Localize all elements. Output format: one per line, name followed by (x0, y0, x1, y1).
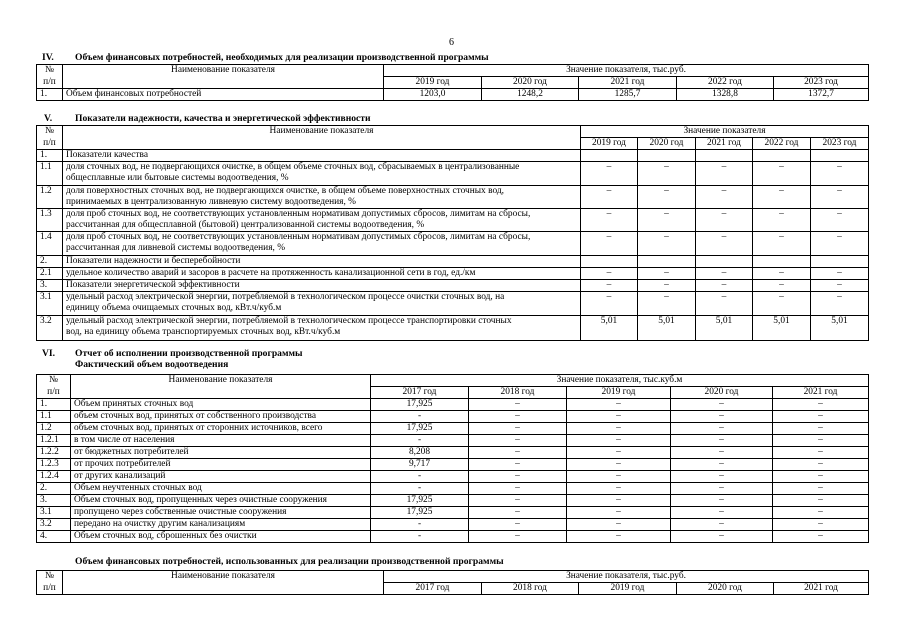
column-header-number: № (37, 126, 63, 138)
row-value: – (753, 162, 811, 186)
row-value: 17,925 (371, 495, 469, 507)
row-name: передано на очистку другим канализациям (71, 519, 371, 531)
row-value: – (671, 411, 773, 423)
row-name-line: доля проб сточных вод, не соответствующих установленным нормативам допустимых сбросов, лимитам на сбросы, (66, 209, 531, 219)
row-value: – (638, 292, 696, 316)
row-number: 3.1 (37, 507, 71, 519)
table-row (37, 411, 869, 423)
row-number: 3.2 (37, 519, 71, 531)
row-value: - (371, 519, 469, 531)
column-header-number: № (37, 571, 63, 583)
column-header-year: 2023 год (774, 77, 869, 89)
column-header-number-sub: п/п (37, 387, 71, 399)
column-header-year: 2019 год (567, 387, 671, 399)
header-row (37, 375, 869, 387)
section5-table (36, 125, 869, 341)
financial-used-title: Объем финансовых потребностей, использованных для реализации производственной программы (75, 556, 504, 567)
row-value: – (638, 162, 696, 186)
row-name: Показатели качества (63, 150, 581, 162)
row-value: – (753, 280, 811, 292)
row-value: 5,01 (581, 316, 638, 341)
table-row (37, 495, 869, 507)
row-value: - (371, 483, 469, 495)
column-header-name: Наименование показателя (71, 375, 371, 399)
column-header-year: 2021 год (773, 387, 869, 399)
row-name: от других канализаций (71, 471, 371, 483)
row-value: – (567, 483, 671, 495)
row-value (638, 150, 696, 162)
row-number: 3. (37, 280, 63, 292)
row-name-line: рассчитанная для общесплавной (бытовой) централизованной системы водоотведения, % (66, 220, 425, 230)
row-value: – (671, 519, 773, 531)
row-number: 1.2.3 (37, 459, 71, 471)
row-number: 1.2.1 (37, 435, 71, 447)
row-value: 1328,8 (677, 89, 774, 101)
row-name: Объем финансовых потребностей (63, 89, 384, 101)
row-value (811, 150, 869, 162)
row-value: – (696, 186, 753, 209)
row-value: – (567, 459, 671, 471)
row-value: – (469, 411, 567, 423)
column-header-year: 2023 год (811, 138, 869, 150)
column-header-value: Значение показателя, тыс.куб.м (371, 375, 869, 387)
section-vi-title: Отчет об исполнении производственной программы (75, 348, 303, 359)
row-number: 1.4 (37, 232, 63, 256)
row-number: 3.2 (37, 316, 63, 341)
row-value: 1248,2 (482, 89, 579, 101)
row-name-line: рассчитанная для ливневой системы водоотведения, % (66, 243, 286, 253)
row-value: – (671, 459, 773, 471)
row-number: 1. (37, 89, 63, 101)
section4-table (36, 64, 869, 101)
column-header-year: 2021 год (774, 583, 869, 595)
row-number: 3.1 (37, 292, 63, 316)
row-value: – (773, 399, 869, 411)
column-header-number-sub: п/п (37, 138, 63, 150)
row-value: – (567, 507, 671, 519)
row-number: 4. (37, 531, 71, 543)
row-name: удельное количество аварий и засоров в расчете на протяженность канализационной сети в год, ед./км (63, 268, 581, 280)
row-value: – (671, 423, 773, 435)
row-value: – (567, 471, 671, 483)
row-name: Объем сточных вод, сброшенных без очистки (71, 531, 371, 543)
row-value: – (753, 186, 811, 209)
row-value: – (567, 423, 671, 435)
row-value: – (671, 447, 773, 459)
column-header-year: 2019 год (384, 77, 482, 89)
table-row (37, 280, 869, 292)
row-name: Показатели энергетической эффективности (63, 280, 581, 292)
row-value: – (469, 399, 567, 411)
row-value: – (567, 447, 671, 459)
page-number: 6 (449, 37, 454, 48)
row-name: пропущено через собственные очистные сооружения (71, 507, 371, 519)
row-number: 1. (37, 150, 63, 162)
row-value: – (773, 507, 869, 519)
table-row (37, 316, 869, 341)
row-value: – (638, 186, 696, 209)
row-name (63, 232, 581, 256)
table-row (37, 399, 869, 411)
financial-used-table-container (36, 570, 869, 595)
row-value: 5,01 (753, 316, 811, 341)
row-value: – (567, 435, 671, 447)
table-row (37, 209, 869, 232)
row-value: 1372,7 (774, 89, 869, 101)
row-name (63, 162, 581, 186)
row-value: – (773, 519, 869, 531)
row-value: – (469, 495, 567, 507)
table-row (37, 232, 869, 256)
table-row (37, 519, 869, 531)
row-name: Объем сточных вод, пропущенных через очистные сооружения (71, 495, 371, 507)
row-value: – (696, 232, 753, 256)
row-value (753, 256, 811, 268)
row-value: – (469, 471, 567, 483)
row-name: в том числе от населения (71, 435, 371, 447)
column-header-name: Наименование показателя (63, 65, 384, 89)
row-value (811, 256, 869, 268)
row-value: – (671, 471, 773, 483)
section-v-table-container (36, 125, 869, 341)
row-value: – (773, 531, 869, 543)
section-iv-numeral: IV. (42, 52, 54, 63)
row-name: Объем принятых сточных вод (71, 399, 371, 411)
table-row (37, 186, 869, 209)
row-value: – (581, 232, 638, 256)
row-value: – (581, 186, 638, 209)
row-value: – (811, 268, 869, 280)
row-value: – (671, 399, 773, 411)
row-value: – (581, 292, 638, 316)
column-header-value: Значение показателя, тыс.руб. (384, 571, 869, 583)
row-name: Показатели надежности и бесперебойности (63, 256, 581, 268)
row-name: объем сточных вод, принятых от собственного производства (71, 411, 371, 423)
header-row (37, 571, 869, 583)
table-row (37, 447, 869, 459)
row-value: 17,925 (371, 507, 469, 519)
row-value (581, 150, 638, 162)
row-number: 1.2.2 (37, 447, 71, 459)
column-header-value: Значение показателя (581, 126, 869, 138)
row-value: – (469, 507, 567, 519)
row-number: 3. (37, 495, 71, 507)
table-row (37, 256, 869, 268)
row-value: – (696, 209, 753, 232)
table-row (37, 483, 869, 495)
row-value: 17,925 (371, 423, 469, 435)
column-header-year: 2022 год (677, 77, 774, 89)
row-name-line: доля проб сточных вод, не соответствующих установленным нормативам допустимых сбросов, лимитам на сбросы, (66, 232, 531, 242)
row-value: – (753, 232, 811, 256)
row-value: – (567, 519, 671, 531)
row-value: – (638, 280, 696, 292)
row-value: – (469, 483, 567, 495)
row-value: – (567, 531, 671, 543)
row-name: объем сточных вод, принятых от сторонних источников, всего (71, 423, 371, 435)
section-v-numeral: V. (44, 113, 53, 124)
row-name-line: общесплавные или бытовые системы водоотведения, % (66, 173, 289, 183)
column-header-value: Значение показателя, тыс.руб. (384, 65, 869, 77)
column-header-year: 2020 год (671, 387, 773, 399)
row-value: – (581, 268, 638, 280)
row-value: – (811, 292, 869, 316)
row-name: от прочих потребителей (71, 459, 371, 471)
row-value: – (469, 459, 567, 471)
row-number: 1.2.4 (37, 471, 71, 483)
row-name: Объем неучтенных сточных вод (71, 483, 371, 495)
row-value: – (581, 280, 638, 292)
column-header-name: Наименование показателя (63, 571, 384, 595)
column-header-year: 2017 год (371, 387, 469, 399)
section6-table (36, 374, 869, 543)
row-value: – (811, 232, 869, 256)
row-value: – (638, 232, 696, 256)
section7-table (36, 570, 869, 595)
row-value: – (773, 459, 869, 471)
row-value: – (811, 209, 869, 232)
row-number: 1.1 (37, 411, 71, 423)
row-name (63, 186, 581, 209)
section-iv-title: Объем финансовых потребностей, необходимых для реализации производственной программы (75, 52, 489, 63)
row-name (63, 209, 581, 232)
row-value: – (567, 399, 671, 411)
table-row (37, 435, 869, 447)
row-value: – (696, 268, 753, 280)
row-value: – (567, 495, 671, 507)
row-value: - (371, 435, 469, 447)
row-value: – (811, 280, 869, 292)
row-value: 1285,7 (579, 89, 677, 101)
row-value: 17,925 (371, 399, 469, 411)
row-name-line: принимаемых в централизованную ливневую систему водоотведения, % (66, 197, 356, 207)
column-header-year: 2019 год (581, 138, 638, 150)
row-value: – (581, 209, 638, 232)
header-row (37, 65, 869, 77)
row-value: – (773, 447, 869, 459)
row-value (696, 150, 753, 162)
row-value: – (773, 495, 869, 507)
row-value: - (371, 471, 469, 483)
row-number: 1.2 (37, 186, 63, 209)
row-value: – (696, 162, 753, 186)
row-number: 1.2 (37, 423, 71, 435)
section-v-title: Показатели надежности, качества и энергетической эффективности (75, 113, 371, 124)
row-number: 1.3 (37, 209, 63, 232)
row-name-line: удельный расход электрической энергии, потребляемой в технологическом процессе очистки сточных вод, на (66, 292, 505, 302)
row-value: – (567, 411, 671, 423)
table-row (37, 471, 869, 483)
column-header-year: 2017 год (384, 583, 482, 595)
table-row (37, 423, 869, 435)
table-row (37, 162, 869, 186)
section-vi-subtitle: Фактический объем водоотведения (75, 359, 229, 370)
column-header-year: 2020 год (638, 138, 696, 150)
table-row (37, 531, 869, 543)
row-value (753, 150, 811, 162)
column-header-year: 2019 год (579, 583, 677, 595)
table-row (37, 459, 869, 471)
table-row (37, 507, 869, 519)
row-value: – (469, 423, 567, 435)
row-value: – (671, 435, 773, 447)
row-value: – (773, 411, 869, 423)
row-value: – (638, 268, 696, 280)
row-value: – (753, 209, 811, 232)
column-header-name: Наименование показателя (63, 126, 581, 150)
section-iv-table-container (36, 64, 869, 101)
row-name-line: удельный расход электрической энергии, потребляемой в технологическом процессе транспортировки сточных (66, 316, 512, 326)
row-value: - (371, 411, 469, 423)
row-value: – (811, 162, 869, 186)
row-value: – (671, 483, 773, 495)
column-header-year: 2021 год (579, 77, 677, 89)
row-value: – (671, 495, 773, 507)
row-value: – (469, 531, 567, 543)
header-row (37, 126, 869, 138)
column-header-year: 2020 год (677, 583, 774, 595)
row-value (638, 256, 696, 268)
row-value: – (773, 423, 869, 435)
row-name (63, 292, 581, 316)
row-value: – (773, 435, 869, 447)
row-value: – (469, 447, 567, 459)
row-number: 1. (37, 399, 71, 411)
table-row (37, 268, 869, 280)
row-value: – (696, 280, 753, 292)
row-value: – (696, 292, 753, 316)
row-value: - (371, 531, 469, 543)
row-value: – (773, 483, 869, 495)
section-vi-table-container (36, 374, 869, 543)
column-header-number-sub: п/п (37, 583, 63, 595)
row-name-line: доля поверхностных сточных вод, не подвергающихся очистке, в общем объеме поверхностных сточных вод, (66, 186, 504, 196)
table-row (37, 150, 869, 162)
row-value: 5,01 (811, 316, 869, 341)
table-row (37, 89, 869, 101)
column-header-year: 2018 год (469, 387, 567, 399)
column-header-year: 2018 год (482, 583, 579, 595)
row-value: – (671, 531, 773, 543)
column-header-year: 2020 год (482, 77, 579, 89)
row-value (696, 256, 753, 268)
section-vi-numeral: VI. (42, 348, 56, 359)
row-value: 9,717 (371, 459, 469, 471)
row-value: – (469, 435, 567, 447)
row-value: – (811, 186, 869, 209)
row-number: 2. (37, 483, 71, 495)
row-name (63, 316, 581, 341)
row-name-line: единицу объема очищаемых сточных вод, кВт.ч/куб.м (66, 303, 282, 313)
row-value: – (581, 162, 638, 186)
row-value: – (671, 507, 773, 519)
row-name-line: вод, на единицу объема транспортируемых сточных вод, кВт.ч/куб.м (66, 327, 341, 337)
row-name: от бюджетных потребителей (71, 447, 371, 459)
row-number: 2.1 (37, 268, 63, 280)
row-number: 2. (37, 256, 63, 268)
row-value: – (753, 268, 811, 280)
column-header-year: 2021 год (696, 138, 753, 150)
row-value: – (773, 471, 869, 483)
column-header-number-sub: п/п (37, 77, 63, 89)
row-value: – (638, 209, 696, 232)
table-row (37, 292, 869, 316)
row-value: 1203,0 (384, 89, 482, 101)
column-header-number: № (37, 65, 63, 77)
row-number: 1.1 (37, 162, 63, 186)
row-name-line: доля сточных вод, не подвергающихся очистке, в общем объеме сточных вод, сбрасываемых в централизованные (66, 162, 520, 172)
row-value: 5,01 (696, 316, 753, 341)
row-value: – (753, 292, 811, 316)
column-header-year: 2022 год (753, 138, 811, 150)
row-value: – (469, 519, 567, 531)
row-value: 8,208 (371, 447, 469, 459)
row-value (581, 256, 638, 268)
row-value: 5,01 (638, 316, 696, 341)
column-header-number: № (37, 375, 71, 387)
